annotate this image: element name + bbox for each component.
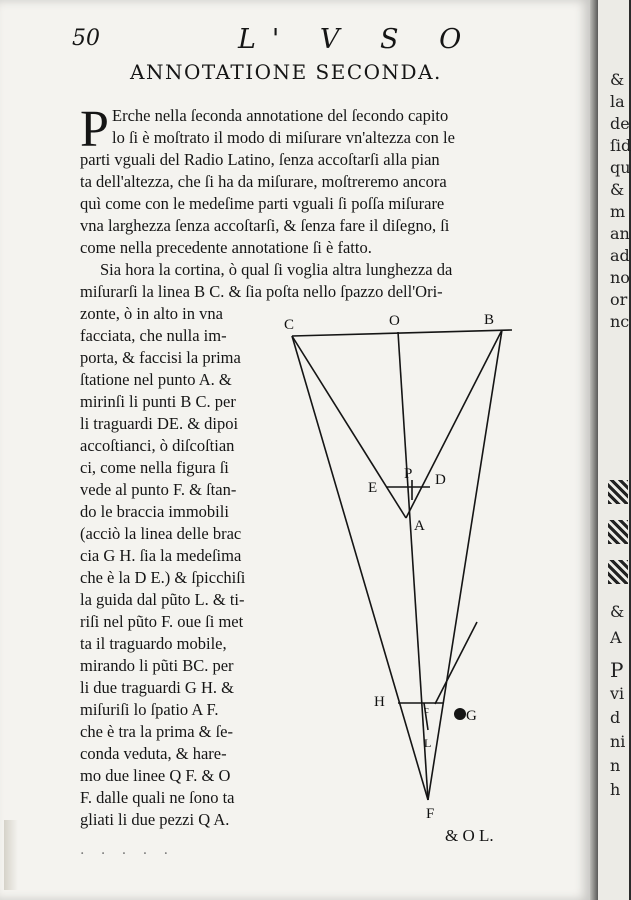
label-B: B [484, 312, 495, 328]
facing-fragment: la [610, 92, 625, 111]
line-ruler [435, 622, 477, 704]
column-line: accoſtianci, ò diſcoſtian [80, 436, 235, 455]
facing-fragment: ſid [610, 136, 631, 155]
page-number: 50 [72, 26, 100, 51]
facing-fragment: qu [610, 158, 631, 177]
label-C: C [284, 317, 295, 333]
text-line: quì come con le medeſime parti vguali ſi poſſa miſurare [80, 194, 445, 213]
facing-fragment: an [610, 224, 630, 243]
column-line: mo due linee Q F. & O [80, 766, 231, 785]
column-line: miſuriſi lo ſpatio A F. [80, 700, 219, 719]
column-line: che è la D E.) & ſpicchiſi [80, 568, 246, 587]
column-line: (acciò la linea delle brac [80, 524, 242, 543]
facing-fragment: h [610, 780, 621, 799]
text-line: Erche nella ſeconda annotatione del ſecondo capito [112, 106, 449, 125]
line-C-A [292, 336, 406, 518]
column-line: ſtatione nel punto A. & [80, 370, 232, 389]
label-L: L [424, 736, 432, 750]
column-line: la guida dal pũto L. & ti- [80, 590, 245, 609]
label-P: P [404, 466, 413, 482]
column-line: cia G H. ſia la medeſima [80, 546, 242, 565]
text-line: vna larghezza ſenza accoſtarſi, & ſenza fare il diſegno, ſi [80, 216, 450, 235]
column-line: ci, come nella figura ſi [80, 458, 229, 477]
book-gutter [590, 0, 598, 900]
column-line: riſi nel pũto F. oue ſi met [80, 612, 244, 631]
column-line: zonte, ò in alto in vna [80, 304, 223, 323]
ornament-dots: · · · · · [80, 846, 175, 862]
facing-fragment: no [610, 268, 630, 287]
column-line: do le braccia immobili [80, 502, 229, 521]
label-D: D [435, 472, 446, 488]
label-O: O [389, 313, 400, 329]
label-c: c [424, 704, 429, 716]
facing-fragment: ni [610, 732, 626, 751]
ornament-icon [608, 560, 628, 584]
text-line: parti vguali del Radio Latino, ſenza accoſtarſi alla pian [80, 150, 440, 169]
ink-blot [454, 708, 466, 720]
column-line: mirinſi li punti B C. per [80, 392, 236, 411]
column-line: vede al punto F. & ſtan- [80, 480, 237, 499]
column-line: mirando li pũti BC. per [80, 656, 234, 675]
line-O-F [398, 332, 428, 800]
text-line: lo ſi è moſtrato il modo di miſurare vn'altezza con le [112, 128, 455, 147]
column-line: ta il traguardo mobile, [80, 634, 227, 653]
running-title: L' V S O [238, 24, 478, 55]
facing-fragment: P [610, 658, 624, 682]
column-line: li traguardi DE. & dipoi [80, 414, 239, 433]
label-F: F [426, 806, 435, 822]
facing-fragment: or [610, 290, 628, 309]
column-line: che è tra la prima & ſe- [80, 722, 234, 741]
facing-fragment: m [610, 202, 626, 221]
facing-page-edge [598, 0, 629, 900]
text-line: Sia hora la cortina, ò qual ſi voglia altra lunghezza da [100, 260, 453, 279]
section-heading: ANNOTATIONE SECONDA. [130, 60, 442, 84]
column-line: gliati li due pezzi Q A. [80, 810, 230, 829]
catchword: & O L. [445, 826, 494, 845]
text-line: miſurarſi la linea B C. & ſia poſta nello ſpazzo dell'Ori- [80, 282, 443, 301]
line-B-F [428, 330, 502, 800]
text-line: ta dell'altezza, che ſi ha da miſurare, moſtreremo ancora [80, 172, 447, 191]
line-C-F [292, 336, 428, 800]
column-line: conda veduta, & hare- [80, 744, 227, 763]
ornament-icon [608, 520, 628, 544]
text-line: come nella precedente annotatione ſi è fatto. [80, 238, 372, 257]
facing-fragment: & [610, 602, 625, 621]
column-line: porta, & faccisi la prima [80, 348, 241, 367]
label-G: G [466, 708, 477, 724]
facing-fragment: n [610, 756, 621, 775]
column-line: li due traguardi G H. & [80, 678, 234, 697]
facing-fragment: vi [610, 684, 625, 703]
drop-initial: P [80, 101, 109, 158]
label-E: E [368, 480, 378, 496]
label-H: H [374, 694, 385, 710]
label-A: A [414, 518, 425, 534]
facing-fragment: & [610, 180, 625, 199]
facing-fragment: d [610, 708, 621, 727]
line-CB [292, 330, 512, 336]
facing-fragment: & [610, 70, 625, 89]
facing-fragment: A [610, 628, 622, 647]
facing-fragment: nc [610, 312, 630, 331]
ornament-icon [608, 480, 628, 504]
facing-fragment: de [610, 114, 630, 133]
facing-fragment: ad [610, 246, 630, 265]
column-line: facciata, che nulla im- [80, 326, 227, 345]
column-line: F. dalle quali ne ſono ta [80, 788, 235, 807]
